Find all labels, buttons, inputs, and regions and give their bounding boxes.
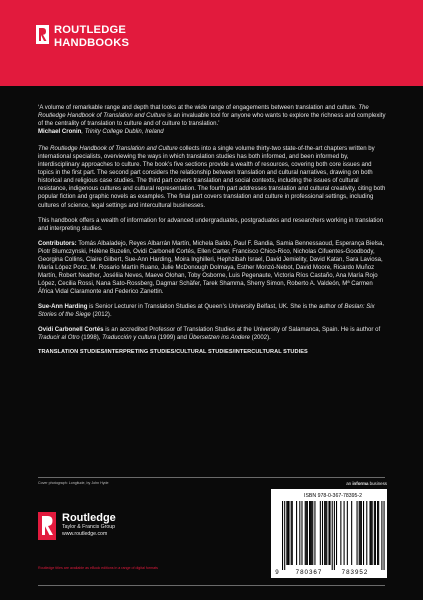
endorsement-attribution xyxy=(38,128,388,136)
barcode-bar xyxy=(375,501,376,565)
barcode-bar xyxy=(330,501,331,565)
barcode-bar xyxy=(296,501,297,565)
barcode-bar xyxy=(332,501,333,570)
barcode-bar xyxy=(310,501,311,565)
barcode-bar xyxy=(328,501,329,565)
barcode-digits-left: 780367 xyxy=(295,569,323,576)
quote-title: The Routledge Handbook of Translation and Culture xyxy=(38,105,369,120)
editor-bio-text: is Senior Lecturer in Translation Studies at Queen’s University Belfast, UK. She is the author of xyxy=(87,303,345,310)
barcode-bar xyxy=(361,501,362,565)
barcode-bar xyxy=(299,501,300,565)
barcode-bar xyxy=(369,501,370,565)
isbn-label: ISBN 978-0-367-78395-2 xyxy=(304,493,362,499)
publisher-name: Routledge xyxy=(62,512,116,524)
barcode-bar xyxy=(360,501,361,565)
series-name xyxy=(54,24,129,49)
editor-name: Sue-Ann Harding xyxy=(38,303,88,310)
barcode-bar xyxy=(326,501,327,565)
editor-book-title: Beslan: Six Stories of the Siege xyxy=(38,303,375,319)
barcode-bar xyxy=(384,501,385,570)
informa-prefix: an xyxy=(346,481,353,486)
barcode-bar xyxy=(344,501,345,565)
audience-statement: This handbook offers a wealth of information for advanced undergraduates, postgraduates and researchers working in translation and interpreting studies. xyxy=(38,217,384,232)
barcode-bar xyxy=(324,501,325,565)
barcode-bar xyxy=(307,501,308,565)
endorsement-quote xyxy=(38,104,388,128)
barcode-bar xyxy=(286,501,287,565)
publisher-group: Taylor & Francis Group xyxy=(62,524,116,530)
barcode-graphic xyxy=(271,489,387,578)
barcode-bars xyxy=(282,501,385,570)
description-text: collects into a single volume thirty-two state-of-the-art chapters written by international specialists, overviewing the ways in which translation studies has both informed, and been informed by, interdisciplinary approaches to culture. The book’s five sections provide a wealth of resources, covering both core issues and topics in the first part. The second part considers the relationship between translation and cultural narratives, drawing on both historical and religious case studies. The third part covers translation and social contexts, including the issues of cultural resistance, indigenous cultures and cultural representation. The fourth part addresses translation and cultural creativity, citing both popular fiction and graphic novels as examples. The final part covers translation and culture in professional settings, including cultures of science, legal settings and intercultural businesses. xyxy=(38,146,386,209)
barcode-bar xyxy=(366,501,367,565)
barcode-bar xyxy=(314,501,315,565)
contributors xyxy=(38,240,388,296)
divider-top xyxy=(38,477,385,478)
barcode-bar xyxy=(288,501,289,565)
ebook-note: Routledge titles are available as eBook editions in a range of digital formats xyxy=(38,566,158,570)
barcode-bar xyxy=(378,501,379,565)
routledge-publisher-icon xyxy=(38,512,56,540)
subject-categories: TRANSLATION STUDIES/INTERPRETING STUDIES/CULTURAL STUDIES/INTERCULTURAL STUDIES xyxy=(38,349,308,356)
barcode-bar xyxy=(291,501,292,565)
informa-suffix: business xyxy=(368,481,387,486)
barcode-bar xyxy=(334,501,335,570)
barcode-bar xyxy=(320,501,321,565)
barcode-bar xyxy=(292,501,293,565)
barcode-bar xyxy=(340,501,341,565)
barcode-bar xyxy=(312,501,313,565)
publisher-website[interactable]: www.routledge.com xyxy=(62,530,108,537)
barcode-bar xyxy=(347,501,348,565)
series-logo xyxy=(36,24,129,49)
barcode-bar xyxy=(311,501,312,565)
isbn-barcode xyxy=(271,489,387,578)
barcode-digit-lead: 9 xyxy=(275,569,279,576)
editor-bio-carbonell xyxy=(38,326,388,342)
barcode-bar xyxy=(357,501,358,565)
barcode-bar xyxy=(381,501,382,570)
series-line-2: HANDBOOKS xyxy=(54,36,130,49)
divider-bottom xyxy=(38,585,385,586)
barcode-bar xyxy=(325,501,326,565)
contributors-label: Contributors: xyxy=(38,240,77,247)
editor-name: Ovidi Carbonell Cortés xyxy=(38,327,104,334)
editor-bio-harding xyxy=(38,303,388,319)
informa-business-label xyxy=(271,481,387,486)
contributors-list: Tomás Albaladejo, Reyes Albarrán Martín, Michela Baldo, Paul F. Bandia, Samia Bennessaoud, Esperança Bielsa, Piotr Blumczynski, Hélène Buzelin, Ovidi Carbonell Cortés, Ellen Carter, Francisco Chico-Rico, Nicholas Cifuentes-Goodbody, Georgina Collins, Claire Gilbert, Sue-Ann Harding, Moira Inghilleri, Hephzibah Israel, David Jemielity, David Katan, Sara Laviosa, María López Ponz, M. Rosario Martín Ruano, Julie McDonough Dolmaya, Esther Monzó-Nebot, David Moore, Ricardo Muñoz Martín, Robert Neather, Joséliia Neves, Maeve Olohan, Toby Osborne, Luis Pegenaute, Victoria Ríos Castaño, Ana María Rojo López, Cecilia Rossi, Nana Sato-Rossberg, Dagmar Schäfer, Tarek Shamma, Sherry Simon, Roberto A. Valdeón, Mª Carmen África Vidal Claramonte and Federico Zanettin. xyxy=(38,240,385,295)
barcode-bar xyxy=(336,501,337,565)
barcode-bar xyxy=(301,501,302,565)
barcode-bar xyxy=(359,501,360,565)
editor-book-year: (2012). xyxy=(90,312,112,319)
barcode-bar xyxy=(372,501,373,565)
routledge-logo-icon xyxy=(36,25,49,44)
endorser-name: Michael Cronin xyxy=(38,129,82,136)
editor-book-title: Übersetzen ins Andere xyxy=(188,335,250,342)
informa-word: informa xyxy=(352,481,369,486)
editor-book-year: (2002). xyxy=(250,335,271,342)
barcode-bar xyxy=(309,501,310,565)
publisher-logo xyxy=(38,512,116,540)
barcode-digits-right: 783952 xyxy=(341,569,369,576)
barcode-bar xyxy=(351,501,352,565)
barcode-area xyxy=(271,481,387,577)
back-cover-text xyxy=(38,104,388,356)
editor-book-title: Traducción y cultura xyxy=(102,335,157,342)
barcode-bar xyxy=(305,501,306,565)
barcode-bar xyxy=(363,501,364,565)
barcode-bar xyxy=(377,501,378,565)
quote-text: ‘A volume of remarkable range and depth that looks at the wide range of engagements between translation and culture. xyxy=(38,105,359,111)
editor-book-title: Traducir al Otro xyxy=(38,335,80,342)
barcode-bar xyxy=(374,501,375,565)
endorser-affiliation: , Trinity College Dublin, Ireland xyxy=(81,129,164,136)
series-band xyxy=(0,0,423,86)
barcode-bar xyxy=(306,501,307,565)
barcode-bar xyxy=(287,501,288,565)
cover-credit: Cover photograph: Longitude, by John Hyde xyxy=(38,481,109,485)
barcode-bar xyxy=(322,501,323,565)
description-title: The Routledge Handbook of Translation and Culture xyxy=(38,146,178,153)
series-line-1: ROUTLEDGE xyxy=(54,24,127,36)
quote-text-end: is an invaluable tool for anyone who wants to explore the richness and complexity of the centrality of translation to culture and of culture to translation.’ xyxy=(38,113,386,128)
editor-book-year: (1999) and xyxy=(156,335,189,342)
book-description xyxy=(38,145,388,209)
barcode-bar xyxy=(284,501,285,570)
barcode-bar xyxy=(282,501,283,570)
editor-book-year: (1998), xyxy=(79,335,103,342)
editor-bio-text: is an accredited Professor of Translation Studies at the University of Salamanca, Spain. He is author of xyxy=(103,327,381,334)
barcode-bar xyxy=(371,501,372,565)
